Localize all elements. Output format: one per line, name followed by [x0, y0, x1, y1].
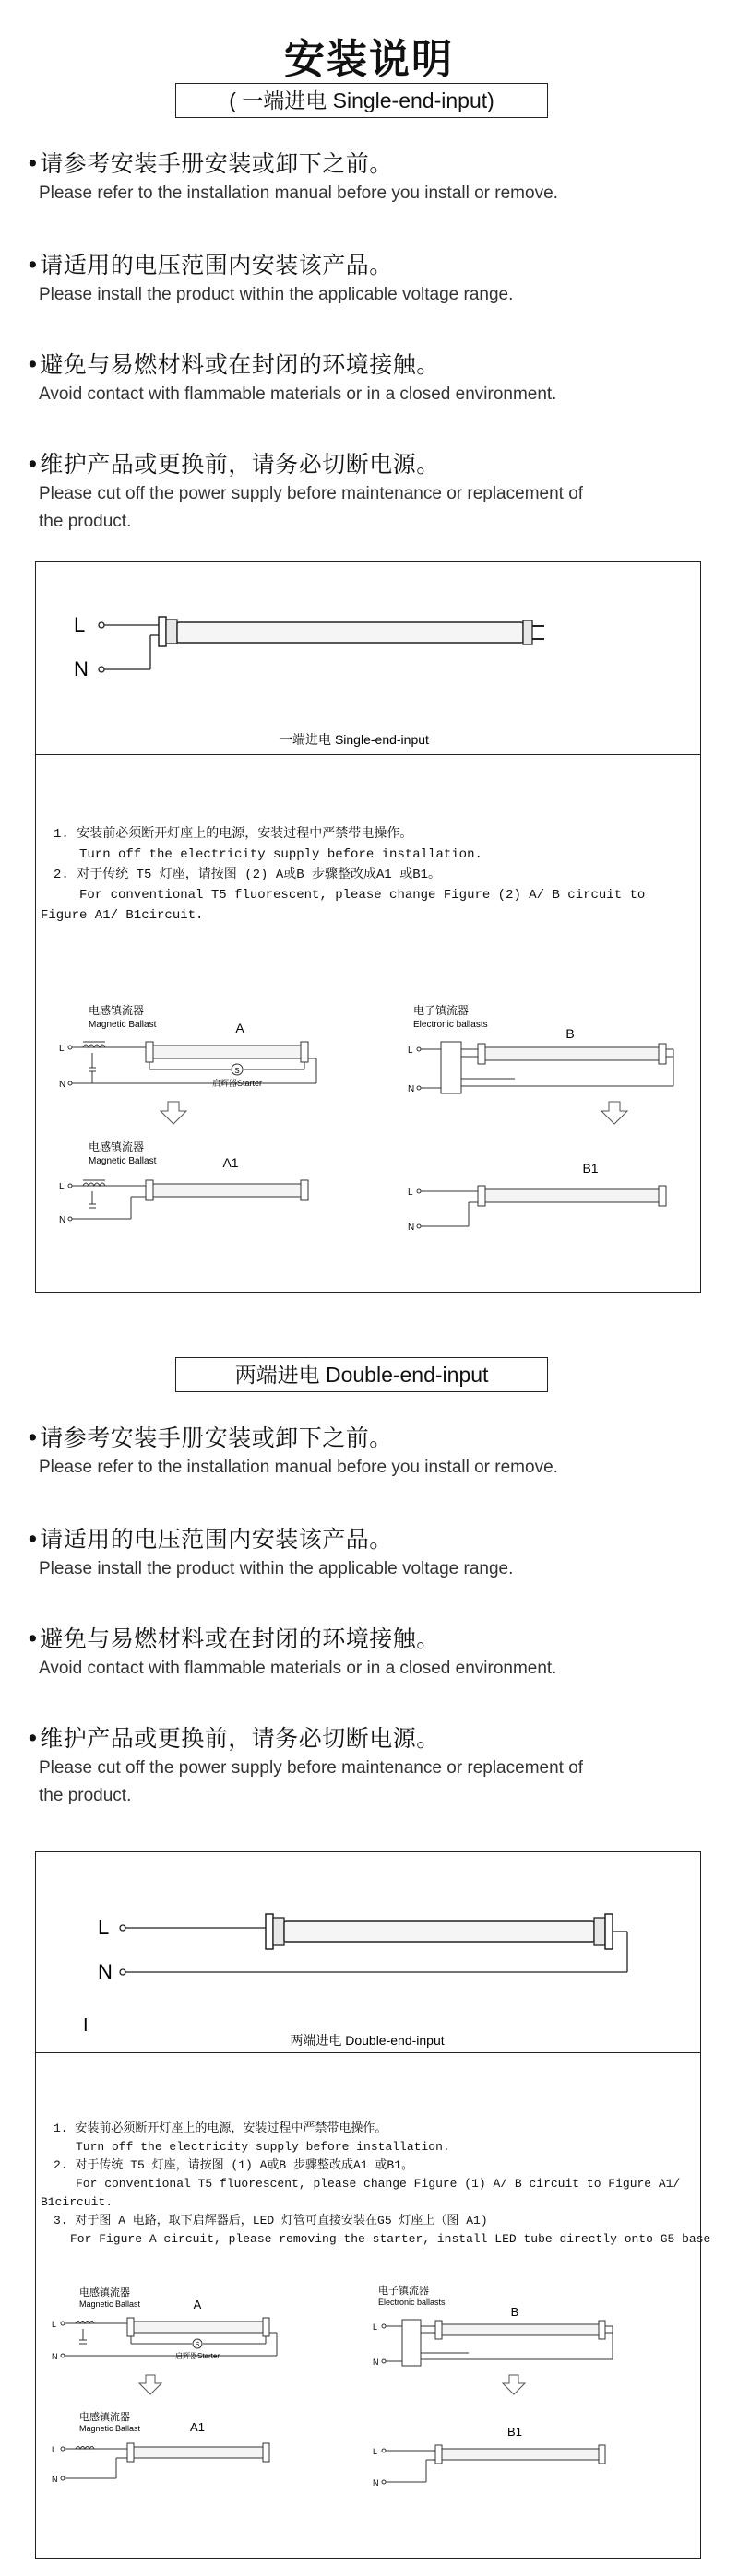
diagram-caption: 一端进电 Single-end-input [280, 732, 429, 747]
note-6-zh: •请适用的电压范围内安装该产品。 [26, 1526, 393, 1553]
magnetic-ballast-en-a1-2: Magnetic Ballast [79, 2424, 141, 2433]
magnetic-ballast-en-a1: Magnetic Ballast [89, 1156, 157, 1166]
starter-icon-2: S [195, 2342, 200, 2348]
step-4-en-cont: B1circuit. [41, 2195, 113, 2209]
step-4-en: For conventional T5 fluorescent, please change Figure (1) A/ B circuit to Figure A1/ [76, 2177, 681, 2191]
figure-a-label-2: A [193, 2298, 202, 2311]
step-1-zh: 1. 安装前必须断开灯座上的电源，安装过程中严禁带电操作。 [54, 827, 413, 842]
magnetic-ballast-zh-2: 电感镇流器 [79, 2287, 130, 2298]
a1-live-label-2: L [52, 2445, 57, 2454]
note-1-zh: •请参考安装手册安装或卸下之前。 [26, 150, 393, 177]
step-4-zh: 2. 对于传统 T5 灯座，请按图 (1) A或B 步骤整改成A1 或B1。 [54, 2158, 414, 2172]
b1-neutral-label-2: N [373, 2478, 379, 2487]
electronic-ballast-zh: 电子镇流器 [413, 1004, 470, 1017]
note-1-en: Please refer to the installation manual before you install or remove. [39, 183, 558, 203]
a1-neutral-label: N [59, 1215, 66, 1225]
electronic-ballast-en: Electronic ballasts [413, 1020, 488, 1030]
b-neutral-label: N [408, 1084, 415, 1094]
b-live-label: L [408, 1046, 413, 1056]
live-terminal-label-2: L [98, 1916, 110, 1939]
panel-divider-2 [35, 2052, 701, 2053]
section-label-single-end: ( 一端进电 Single-end-input) [175, 83, 548, 118]
b-neutral-label-2: N [373, 2357, 379, 2367]
arrow-down-icon [161, 1102, 186, 1124]
note-8-en-line1: Please cut off the power supply before maintenance or replacement of [39, 1758, 584, 1778]
figure-a1-label-2: A1 [190, 2420, 205, 2434]
note-5-en: Please refer to the installation manual before you install or remove. [39, 1458, 558, 1477]
step-3-zh: 1. 安装前必须断开灯座上的电源，安装过程中严禁带电操作。 [54, 2121, 387, 2135]
step-5-en: For Figure A circuit, please removing the starter, install LED tube directly onto G5 base [70, 2232, 711, 2246]
note-3-en: Avoid contact with flammable materials or in a closed environment. [39, 384, 557, 404]
wiring-diagrams-single-end [35, 996, 701, 1272]
figure-a-label: A [235, 1021, 244, 1035]
figure-b-label: B [565, 1026, 575, 1041]
figure-b1-label-2: B1 [507, 2425, 522, 2439]
step-2-en: For conventional T5 fluorescent, please change Figure (2) A/ B circuit to [79, 888, 646, 903]
magnetic-ballast-zh-a1: 电感镇流器 [89, 1140, 145, 1153]
live-terminal-label: L [74, 613, 86, 636]
b1-live-label: L [408, 1188, 413, 1198]
note-8-en-line2: the product. [39, 1786, 132, 1805]
a-live-label-2: L [52, 2320, 57, 2329]
b-live-label-2: L [373, 2322, 378, 2332]
note-7-zh: •避免与易燃材料或在封闭的环境接触。 [26, 1625, 440, 1652]
b1-live-label-2: L [373, 2447, 378, 2456]
a1-live-label: L [59, 1182, 65, 1192]
note-6-en: Please install the product within the applicable voltage range. [39, 1559, 514, 1578]
step-1-en: Turn off the electricity supply before installation. [79, 847, 482, 862]
figure-a1-label: A1 [222, 1155, 239, 1170]
diagram-caption-2: 两端进电 Double-end-input [290, 2033, 445, 2048]
b1-neutral-label: N [408, 1223, 415, 1233]
note-3-zh: •避免与易燃材料或在封闭的环境接触。 [26, 351, 440, 378]
magnetic-ballast-en-2: Magnetic Ballast [79, 2299, 141, 2309]
note-4-en-line2: the product. [39, 512, 132, 531]
neutral-terminal-label-2: N [98, 1960, 113, 1983]
figure-b-label-2: B [510, 2305, 519, 2319]
section-label-double-end: 两端进电 Double-end-input [175, 1357, 548, 1392]
note-2-en: Please install the product within the applicable voltage range. [39, 285, 514, 304]
arrow-down-icon-2 [139, 2375, 161, 2394]
starter-label-2: 启辉器Starter [174, 2352, 220, 2360]
note-8-zh: •维护产品或更换前，请务必切断电源。 [26, 1725, 440, 1752]
note-5-zh: •请参考安装手册安装或卸下之前。 [26, 1424, 393, 1451]
note-4-zh: •维护产品或更换前，请务必切断电源。 [26, 451, 440, 478]
magnetic-ballast-zh: 电感镇流器 [89, 1004, 145, 1017]
note-2-zh: •请适用的电压范围内安装该产品。 [26, 252, 393, 278]
page-title: 安装说明 [284, 36, 454, 83]
electronic-ballast-en-2: Electronic ballasts [378, 2298, 446, 2307]
step-2-en-cont: Figure A1/ B1circuit. [41, 908, 204, 923]
magnetic-ballast-en: Magnetic Ballast [89, 1020, 157, 1030]
a1-neutral-label-2: N [52, 2475, 58, 2484]
neutral-terminal-label: N [74, 657, 89, 680]
starter-icon: S [234, 1067, 240, 1075]
magnetic-ballast-zh-a1-2: 电感镇流器 [79, 2412, 130, 2423]
stray-mark: I [83, 2015, 89, 2036]
led-tube-icon-2 [266, 1914, 613, 1949]
note-7-en: Avoid contact with flammable materials or in a closed environment. [39, 1659, 557, 1678]
step-3-en: Turn off the electricity supply before installation. [76, 2140, 450, 2154]
wiring-diagrams-double-end [35, 2277, 701, 2545]
a-neutral-label: N [59, 1080, 66, 1090]
figure-b1-label: B1 [582, 1161, 599, 1176]
double-end-tube-diagram [35, 1851, 701, 2052]
step-2-zh: 2. 对于传统 T5 灯座，请按图 (2) A或B 步骤整改成A1 或B1。 [54, 868, 442, 882]
step-5-zh: 3. 对于图 A 电路，取下启辉器后，LED 灯管可直接安装在G5 灯座上（图 A1) [54, 2214, 488, 2227]
a-live-label: L [59, 1044, 65, 1054]
single-end-tube-diagram [35, 561, 701, 755]
a-neutral-label-2: N [52, 2352, 58, 2361]
electronic-ballast-zh-2: 电子镇流器 [378, 2286, 429, 2297]
note-4-en-line1: Please cut off the power supply before maintenance or replacement of [39, 484, 584, 503]
starter-label: 启辉器Starter [211, 1079, 263, 1088]
arrow-down-icon-b-2 [503, 2375, 525, 2394]
led-tube-icon [159, 617, 544, 646]
arrow-down-icon-b [601, 1102, 627, 1124]
